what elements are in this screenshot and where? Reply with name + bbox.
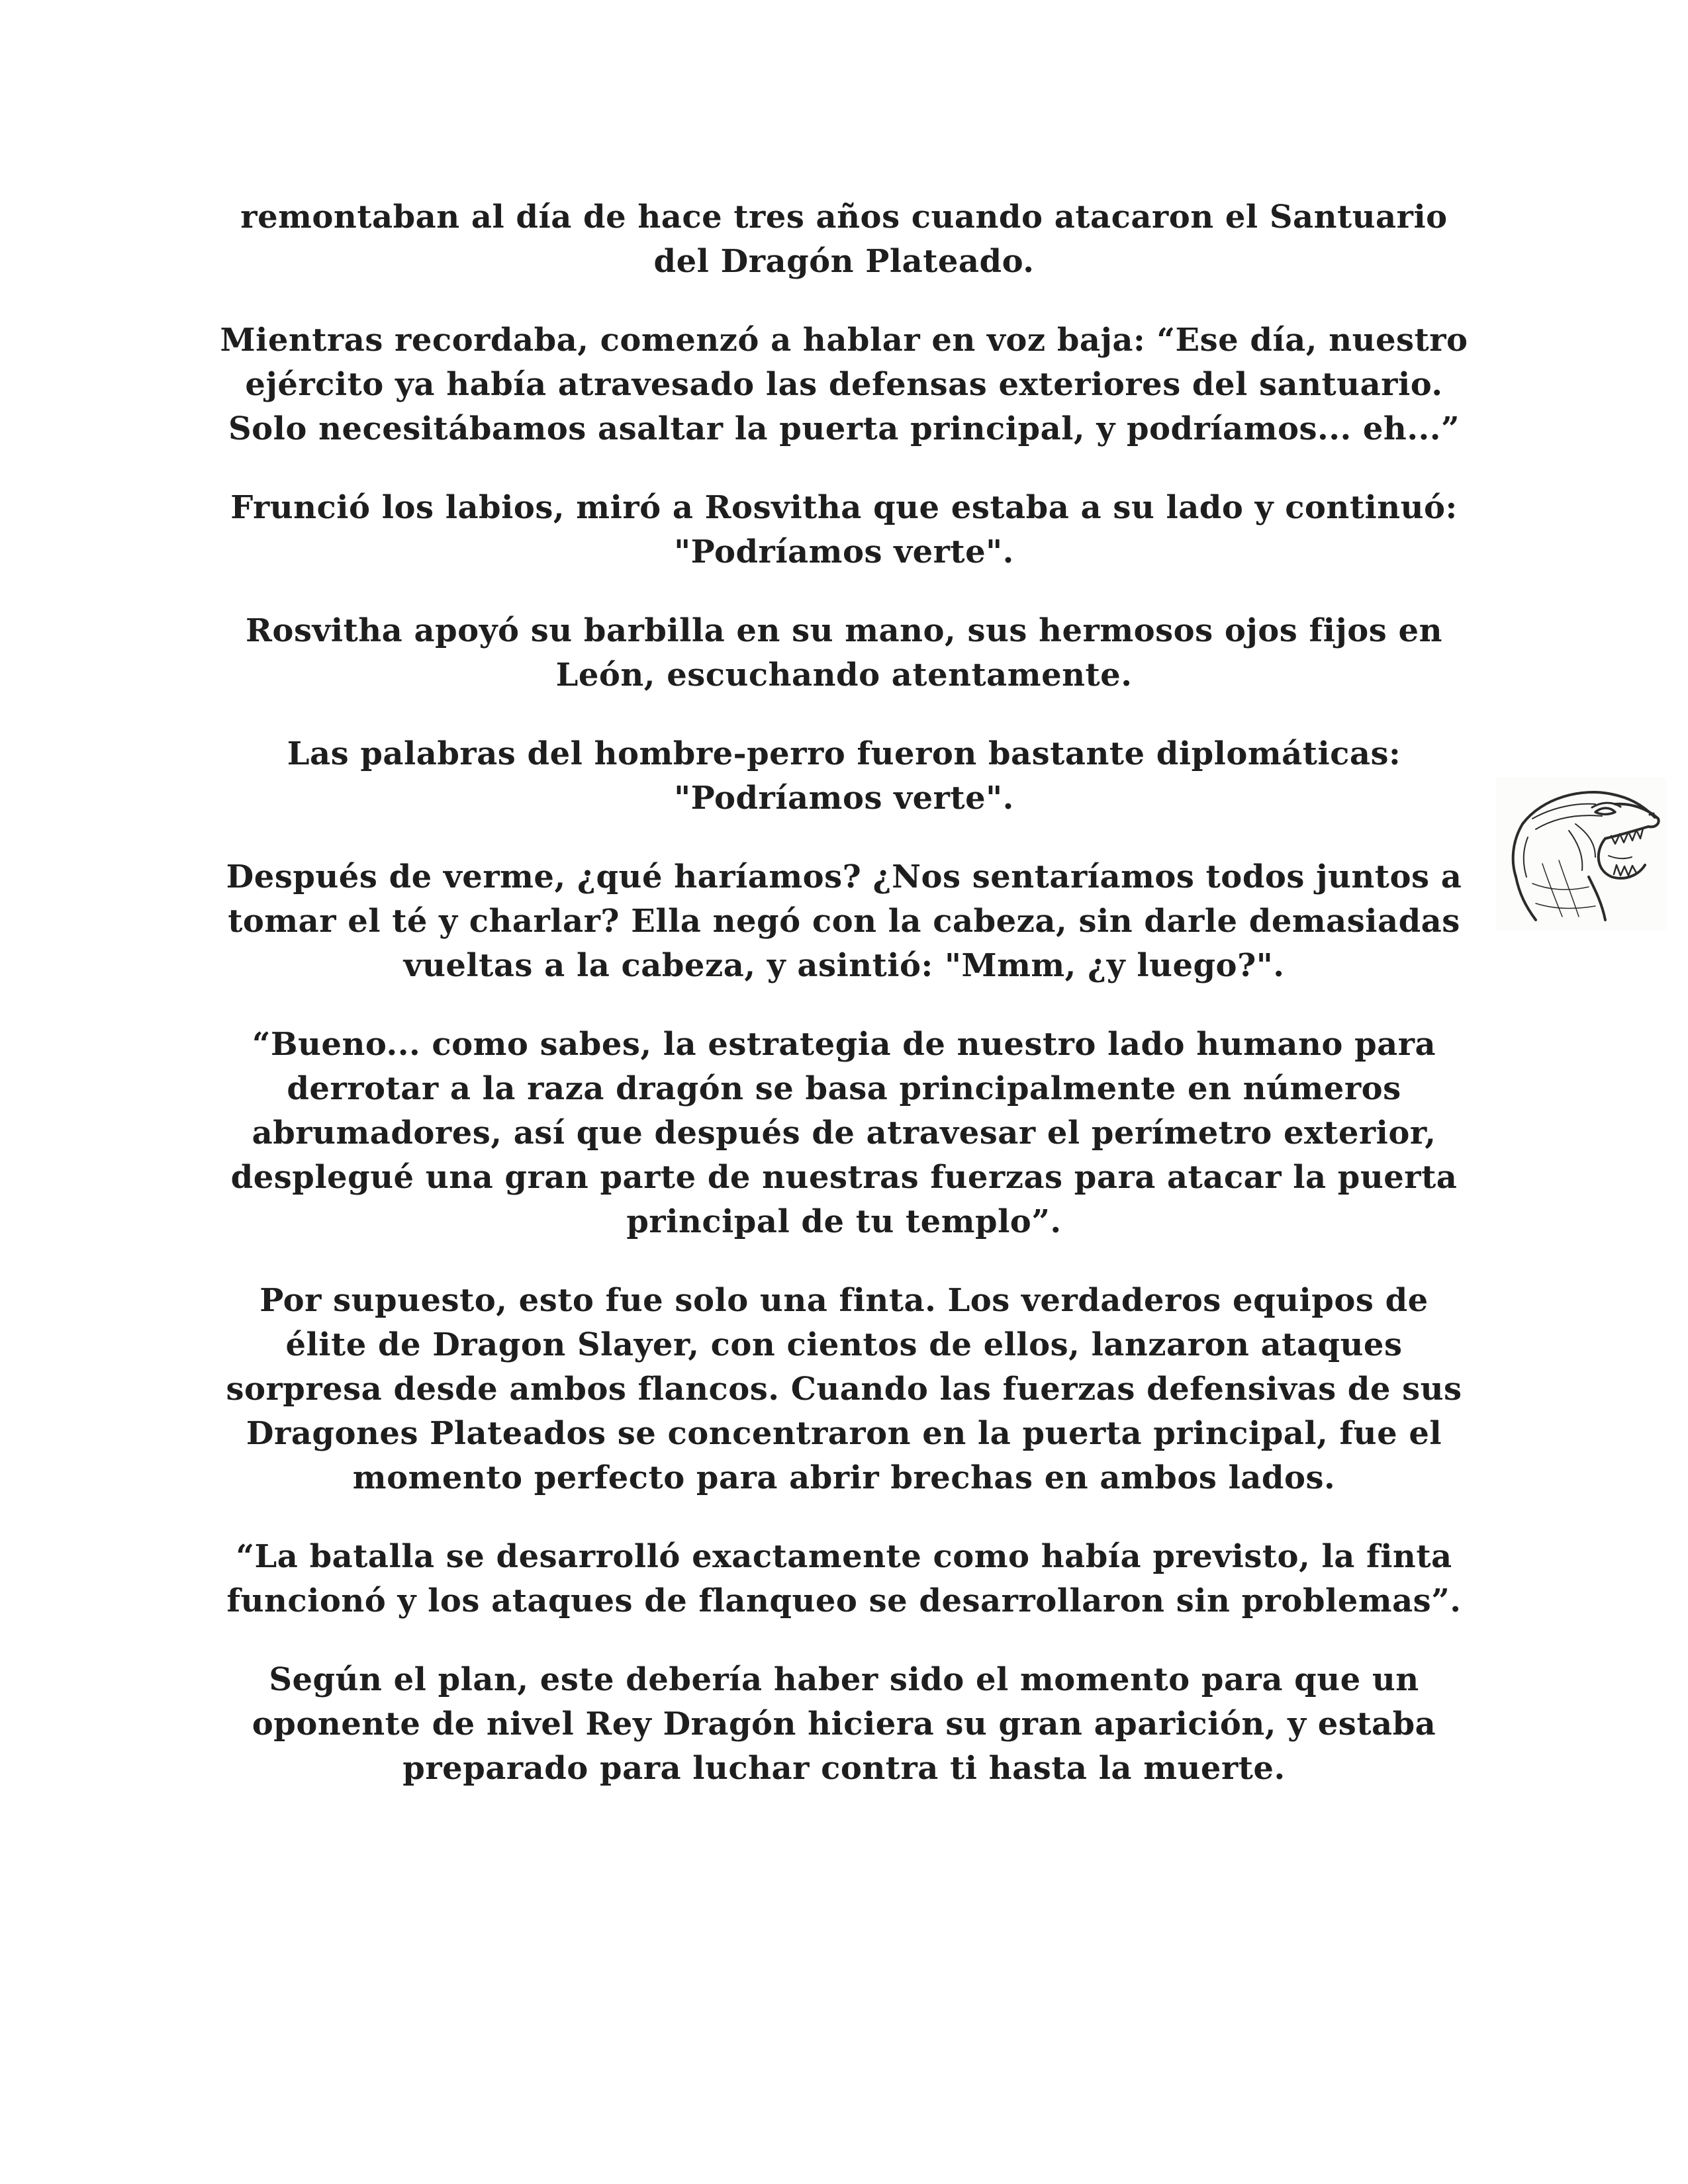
paragraph-4: Rosvitha apoyó su barbilla en su mano, sus hermosos ojos fijos en León, escuchando atentamente.: [246, 612, 1442, 694]
paragraph-8: Por supuesto, esto fue solo una finta. Los verdaderos equipos de élite de Dragon Slayer, con cientos de ellos, lanzaron ataques sorpresa desde ambos flancos. Cuando las fuerzas defensivas de sus Dragones Plateados se concentraron en la puerta principal, fue el momento perfecto para abrir brechas en ambos lados.: [226, 1282, 1462, 1496]
paragraph-2: Mientras recordaba, comenzó a hablar en voz baja: “Ese día, nuestro ejército ya había atravesado las defensas exteriores del santuario. Solo necesitábamos asaltar la puerta principal, y podríamos... eh...”: [220, 322, 1468, 447]
paragraph-3: Frunció los labios, miró a Rosvitha que estaba a su lado y continuó: "Podríamos verte".: [230, 489, 1458, 570]
paragraph-10: Según el plan, este debería haber sido el momento para que un oponente de nivel Rey Dragón hiciera su gran aparición, y estaba preparado para luchar contra ti hasta la muerte.: [252, 1661, 1436, 1787]
paragraph-1: remontaban al día de hace tres años cuando atacaron el Santuario del Dragón Plateado.: [240, 199, 1448, 280]
body-text: [218, 195, 1470, 1825]
dragon-head-sketch-icon: [1496, 778, 1667, 930]
paragraph-5: Las palabras del hombre-perro fueron bastante diplomáticas: "Podríamos verte".: [287, 735, 1401, 817]
paragraph-9: “La batalla se desarrolló exactamente como había previsto, la finta funcionó y los ataques de flanqueo se desarrollaron sin problemas”.: [226, 1538, 1462, 1619]
paragraph-6: Después de verme, ¿qué haríamos? ¿Nos sentaríamos todos juntos a tomar el té y charlar? Ella negó con la cabeza, sin darle demasiadas vueltas a la cabeza, y asintió: "Mmm, ¿y luego?".: [226, 858, 1462, 984]
paragraph-7: “Bueno... como sabes, la estrategia de nuestro lado humano para derrotar a la raza dragón se basa principalmente en números abrumadores, así que después de atravesar el perímetro exterior, desplegué una gran parte de nuestras fuerzas para atacar la puerta principal de tu templo”.: [230, 1026, 1458, 1240]
